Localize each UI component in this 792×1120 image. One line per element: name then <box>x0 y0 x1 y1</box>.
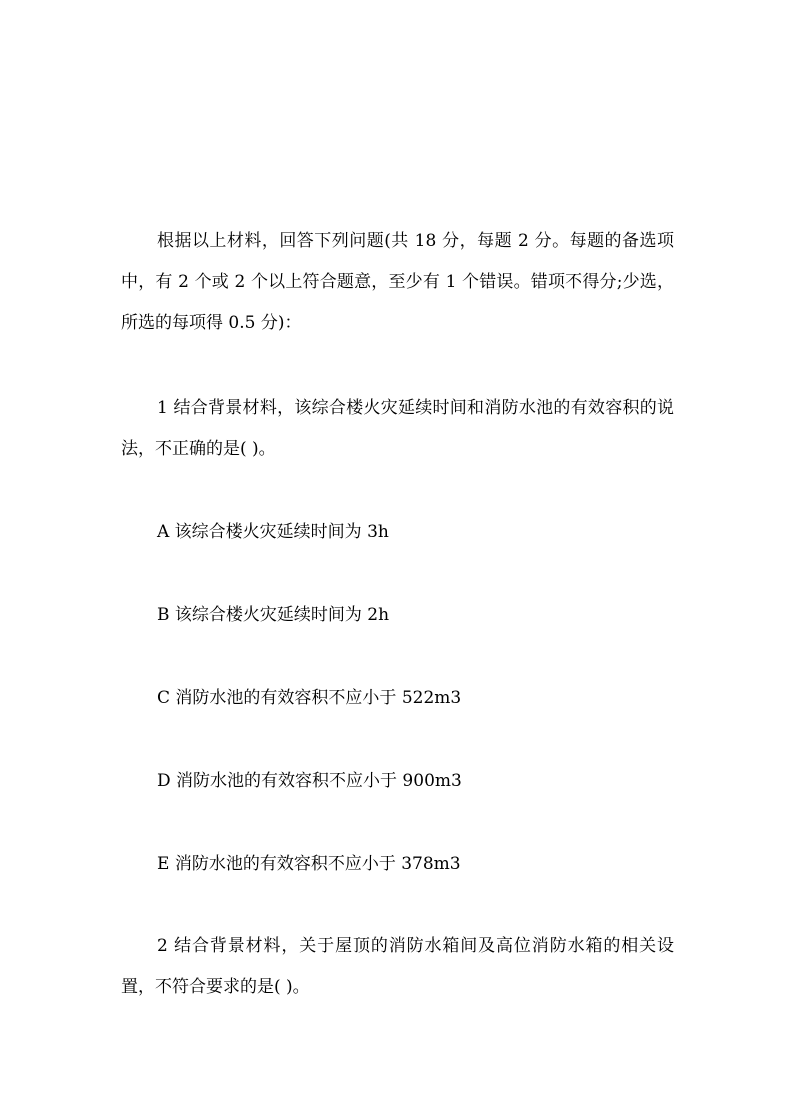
question-1-stem: 1 结合背景材料，该综合楼火灾延续时间和消防水池的有效容积的说法，不正确的是( )。 <box>121 398 674 459</box>
question-1-option-d: D 消防水池的有效容积不应小于 900m3 <box>157 771 462 791</box>
intro-paragraph: 根据以上材料，回答下列问题(共 18 分，每题 2 分。每题的备选项中，有 2 个或 2 个以上符合题意，至少有 1 个错误。错项不得分;少选，所选的每项得 0.5 分)： <box>121 231 674 333</box>
question-2-stem: 2 结合背景材料，关于屋顶的消防水箱间及高位消防水箱的相关设置，不符合要求的是( )。 <box>121 936 674 997</box>
question-1-option-b: B 该综合楼火灾延续时间为 2h <box>157 605 390 625</box>
question-1-option-e: E 消防水池的有效容积不应小于 378m3 <box>157 854 461 874</box>
question-1-option-c: C 消防水池的有效容积不应小于 522m3 <box>157 688 462 708</box>
question-1-option-a: A 该综合楼火灾延续时间为 3h <box>157 522 389 542</box>
